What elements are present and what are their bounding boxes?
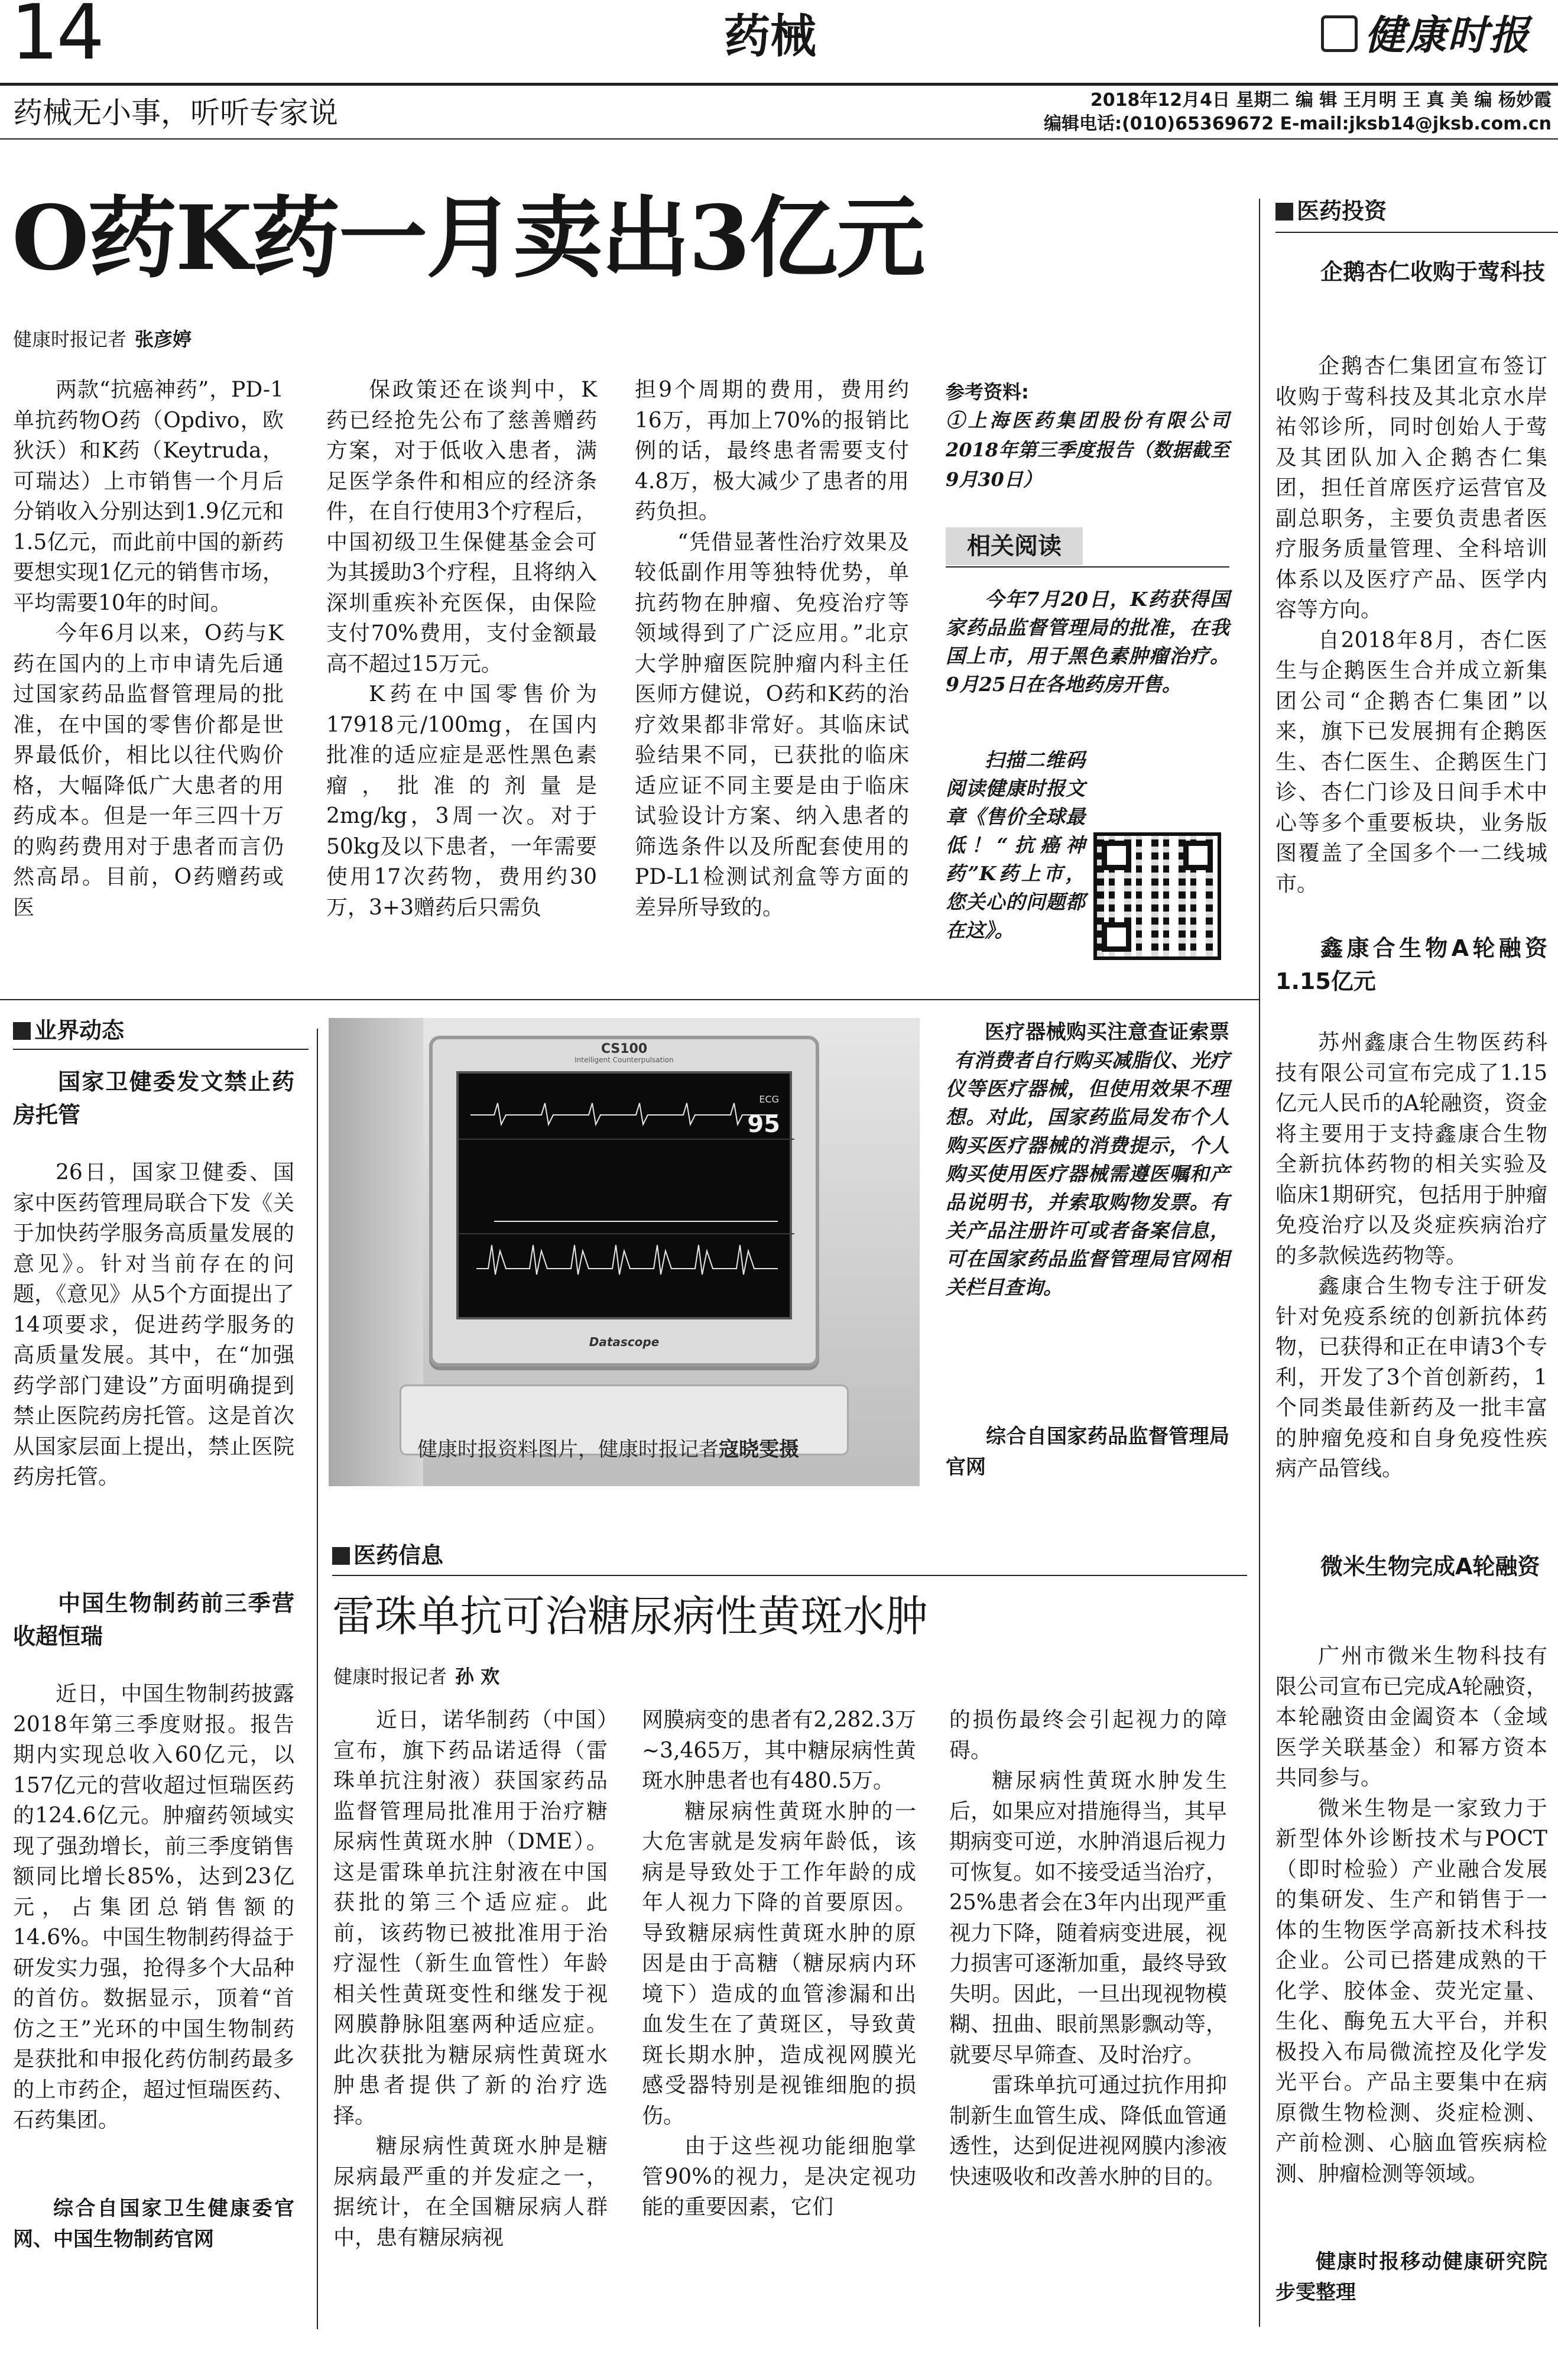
section-square-icon <box>1275 203 1293 221</box>
qr-finder-icon <box>1102 922 1131 952</box>
masthead-rule-lower <box>0 138 1558 140</box>
invest-item2-title: 鑫康合生物A轮融资1.15亿元 <box>1275 935 1547 994</box>
news-photo <box>329 1018 920 1486</box>
lead-column-2 <box>326 375 597 923</box>
byline-name: 孙 欢 <box>455 1665 500 1688</box>
section-rule <box>13 1049 309 1050</box>
logo-text: 健康时报 <box>1365 12 1531 59</box>
lead-column-3 <box>635 375 909 923</box>
masthead-rule <box>0 83 1558 86</box>
paragraph: 由于这些视功能细胞掌管90%的视力，是决定视功能的重要因素，它们 <box>642 2134 916 2219</box>
consumer-alert-title: 医疗器械购买注意查证索票 <box>985 1020 1229 1044</box>
invest-item1-title: 企鹅杏仁收购于莺科技 <box>1320 259 1546 285</box>
invest-item1-body <box>1275 351 1547 899</box>
paragraph: 广州市微米生物科技有限公司宣布已完成A轮融资，本轮融资由金阖资本（金域医学关联基金）和幂方资本共同参与。 <box>1275 1644 1547 1790</box>
section-name: 药械 <box>724 10 817 63</box>
page-number: 14 <box>11 0 102 77</box>
monitor-base-brand: Datascope <box>589 1335 660 1349</box>
slogan: 药械无小事，听听专家说 <box>13 96 338 130</box>
paragraph: 鑫康合生物专注于研发针对免疫系统的创新抗体药物，已获得和正在申请3个专利，开发了3个首创新药，1个同类最佳新药及一批丰富的肿瘤免疫和自身免疫性疾病产品管线。 <box>1275 1274 1547 1481</box>
section-square-icon <box>332 1547 350 1565</box>
reference-box <box>946 378 1229 494</box>
monitor-screen <box>456 1071 792 1319</box>
pharma-column-3 <box>949 1705 1227 2192</box>
qr-finder-icon <box>1102 841 1131 870</box>
paragraph: “凭借显著性治疗效果及较低副作用等独特优势，单抗药物在肿瘤、免疫治疗等领域得到了广泛应用。”北京大学肿瘤医院肿瘤内科主任医师方健说，O药和K药的治疗效果都非常好。其临床试验结果不同，已获批的临床适应证不同主要是由于临床试验设计方案、纳入患者的筛选条件以及所配套使用的PD-L1检测试剂盒等方面的差异所导致的。 <box>635 530 909 920</box>
consumer-alert <box>946 1018 1229 1302</box>
paragraph: 雷珠单抗可通过抗作用抑制新生血管生成、降低血管通透性，达到促进视网膜内渗液快速吸收和改善水肿的目的。 <box>949 2073 1227 2189</box>
edition-date-editors: 2018年12月4日 星期二 编 辑 王月明 王 真 美 编 杨妙霞 <box>1090 90 1551 111</box>
pharma-column-2 <box>642 1705 916 2223</box>
paragraph: 糖尿病性黄斑水肿是糖尿病最严重的并发症之一，据统计，在全国糖尿病人群中，患有糖尿病视 <box>333 2134 608 2250</box>
caption-prefix: 健康时报资料图片，健康时报记者 <box>417 1438 719 1461</box>
paragraph: 糖尿病性黄斑水肿发生后，如果应对措施得当，其早期病变可逆，水肿消退后视力可恢复。如不接受适当治疗，25%患者会在3年内出现严重视力下降，随着病变进展，视力损害可逐渐加重，最终导致失明。因此，一旦出现视物模糊、扭曲、眼前黑影飘动等，就要尽早筛查、及时治疗。 <box>949 1769 1227 2067</box>
section-rule <box>1275 232 1558 233</box>
paragraph: K药在中国零售价为17918元/100mg，在国内批准的适应症是恶性黑色素瘤，批准的剂量是2mg/kg，3周一次。对于50kg及以下患者，一年需要使用17次药物，费用约30万，3+3赠药后只需负 <box>326 682 597 920</box>
edition-info <box>898 89 1551 136</box>
monitor-readout: 95 <box>747 1111 780 1138</box>
paragraph: 企鹅杏仁集团宣布签订收购于莺科技及其北京水岸祐邻诊所，同时创始人于莺及其团队加入企鹅杏仁集团，担任首席医疗运营官及副总职务，主要负责患者医疗服务质量管理、全科培训体系以及医疗产品、医学内容等方向。 <box>1275 354 1547 622</box>
column-divider <box>1259 199 1260 2327</box>
monitor-ecg-label: ECG <box>759 1094 779 1105</box>
monitor-housing <box>429 1036 819 1367</box>
ecg-waveform <box>459 1074 794 1322</box>
related-reading-label: 相关阅读 <box>946 527 1083 565</box>
column-divider <box>317 1029 318 2329</box>
related-reading-body <box>946 585 1229 699</box>
pharma-headline: 雷珠单抗可治糖尿病性黄斑水肿 <box>332 1591 929 1641</box>
lead-headline: O药K药一月卖出3亿元 <box>12 186 924 290</box>
caption-name: 寇晓雯摄 <box>719 1438 799 1461</box>
byline-prefix: 健康时报记者 <box>333 1665 447 1688</box>
industry-item1-title: 国家卫健委发文禁止药房托管 <box>13 1069 294 1128</box>
paragraph: 26日，国家卫健委、国家中医药管理局联合下发《关于加快药学服务高质量发展的意见》。针对当前存在的问题，《意见》从5个方面提出了14项要求，促进药学服务的高质量发展。其中，在“加强药学部门建设”方面明确提到禁止医院药房托管。这是首次从国家层面上提出，禁止医院药房托管。 <box>13 1160 294 1489</box>
qr-finder-icon <box>1183 841 1213 870</box>
related-scan: 扫描二维码阅读健康时报文章《售价全球最低！“抗癌神药”K药上市，您关心的问题都在这》。 <box>946 748 1085 942</box>
byline-name: 张彦婷 <box>135 328 192 351</box>
photo-caption <box>417 1435 914 1464</box>
section-label-text: 医药投资 <box>1297 198 1387 224</box>
paragraph: 近日，中国生物制药披露2018年第三季度财报。报告期内实现总收入60亿元，以157亿元的营收超过恒瑞医药的124.6亿元。肿瘤药领域实现了强劲增长，前三季度销售额同比增长85%，达到23亿元，占集团总销售额的14.6%。中国生物制药得益于研发实力强，抢得多个大品种的首仿。数据显示，顶着“首仿之王”光环的中国生物制药是获批和申报化药仿制药最多的上市药企，超过恒瑞医药、石药集团。 <box>13 1682 294 2132</box>
paragraph: 网膜病变的患者有2,282.3万~3,465万，其中糖尿病性黄斑水肿患者也有480.5万。 <box>642 1708 916 1793</box>
consumer-alert-source: 综合自国家药品监督管理局官网 <box>946 1425 1229 1479</box>
monitor-brand: CS100 <box>601 1042 648 1056</box>
section-label-text: 医药信息 <box>353 1542 444 1568</box>
section-rule <box>332 1575 1247 1576</box>
paragraph: 两款“抗癌神药”，PD-1单抗药物O药（Opdivo，欧狄沃）和K药（Keytruda，可瑞达）上市销售一个月后分销收入分别达到1.9亿元和1.5亿元，而此前中国的新药要想实现1亿元的销售市场，平均需要10年的时间。 <box>13 378 284 615</box>
logo-mark-icon <box>1321 15 1358 52</box>
consumer-alert-body: 有消费者自行购买减脂仪、光疗仪等医疗器械，但使用效果不理想。对此，国家药监局发布个人购买医疗器械的消费提示，个人购买使用医疗器械需遵医嘱和产品说明书，并索取购物发票。有关产品注册许可或者备案信息，可在国家药品监督管理局官网相关栏目查询。 <box>946 1049 1229 1299</box>
industry-item1-body <box>13 1157 294 1493</box>
reference-body: ①上海医药集团股份有限公司2018年第三季度报告（数据截至9月30日） <box>946 409 1229 491</box>
paragraph: 的损伤最终会引起视力的障碍。 <box>949 1708 1227 1763</box>
paragraph: 苏州鑫康合生物医药科技有限公司宣布完成了1.15亿元人民币的A轮融资，资金将主要用于支持鑫康合生物全新抗体药物的相关实验及临床1期研究，包括用于肿瘤免疫治疗以及炎症疾病治疗的多款候选药物等。 <box>1275 1030 1547 1268</box>
paragraph: 微米生物是一家致力于新型体外诊断技术与POCT（即时检验）产业融合发展的集研发、生产和销售于一体的生物医学高新技术科技企业。公司已搭建成熟的干化学、胶体金、荧光定量、生化、酶免五大平台，并积极投入布局微流控及化学发光平台。产品主要集中在病原微生物检测、炎症检测、产前检测、心脑血管疾病检测、肿瘤检测等领域。 <box>1275 1796 1547 2186</box>
pharma-column-1 <box>333 1705 608 2253</box>
masthead-logo <box>1321 11 1554 64</box>
pharma-byline <box>333 1664 499 1690</box>
invest-item3-body <box>1275 1641 1547 2189</box>
invest-item3-title: 微米生物完成A轮融资 <box>1320 1554 1540 1580</box>
related-scan-text <box>946 746 1085 945</box>
paragraph: 担9个周期的费用，费用约16万，再加上70%的报销比例的话，最终患者需要支付4.8万，极大减少了患者的用药负担。 <box>635 378 909 524</box>
edition-contact: 编辑电话:(010)65369672 E-mail:jksb14@jksb.com.cn <box>1044 114 1551 134</box>
lead-byline <box>13 326 191 352</box>
related-rule <box>946 566 1229 568</box>
lead-bottom-rule <box>0 999 1259 1000</box>
paragraph: 糖尿病性黄斑水肿的一大危害就是发病年龄低，该病是导致处于工作年龄的成年人视力下降的首要原因。导致糖尿病性黄斑水肿的原因是由于高糖（糖尿病内环境下）造成的血管渗漏和出血发生在了黄斑区，导致黄斑长期水肿，造成视网膜光感受器特别是视锥细胞的损伤。 <box>642 1799 916 2128</box>
lead-column-1 <box>13 375 284 923</box>
paragraph: 今年6月以来，O药与K药在国内的上市申请先后通过国家药品监督管理局的批准，在中国的零售价都是世界最低价，相比以往代购价格，大幅降低广大患者的用药成本。但是一年三四十万的购药费用对于患者而言仍然高昂。目前，O药赠药或医 <box>13 621 284 920</box>
pharma-section-label <box>332 1539 443 1571</box>
section-square-icon <box>13 1022 31 1040</box>
invest-item2-body <box>1275 1027 1547 1484</box>
paragraph: 自2018年8月，杏仁医生与企鹅医生合并成立新集团公司“企鹅杏仁集团”以来，旗下已发展拥有企鹅医生、杏仁医生、企鹅医生门诊、杏仁门诊及日间手术中心等多个重要板块，业务版图覆盖了全国多个一二线城市。 <box>1275 628 1547 896</box>
industry-section-label <box>13 1014 124 1046</box>
byline-prefix: 健康时报记者 <box>13 328 127 351</box>
paragraph: 保政策还在谈判中，K药已经抢先公布了慈善赠药方案，对于低收入患者，满足医学条件和相应的经济条件，在自行使用3个疗程后，中国初级卫生保健基金会可为其援助3个疗程，且将纳入深圳重疾补充医保，由保险支付70%费用，支付金额最高不超过15万元。 <box>326 378 597 676</box>
related-body: 今年7月20日，K药获得国家药品监督管理局的批准，在我国上市，用于黑色素肿瘤治疗。9月25日在各地药房开售。 <box>946 588 1229 696</box>
industry-item2-title: 中国生物制药前三季营收超恒瑞 <box>13 1590 294 1649</box>
consumer-alert-text <box>946 1018 1229 1302</box>
industry-source: 综合自国家卫生健康委官网、中国生物制药官网 <box>13 2197 294 2251</box>
industry-item2-body <box>13 1679 294 2136</box>
qr-code[interactable] <box>1093 832 1221 960</box>
monitor-subbrand: Intelligent Counterpulsation <box>574 1056 674 1064</box>
invest-section-label <box>1275 195 1387 227</box>
invest-source: 健康时报移动健康研究院步雯整理 <box>1275 2250 1547 2304</box>
paragraph: 近日，诺华制药（中国）宣布，旗下药品诺适得（雷珠单抗注射液）获国家药品监督管理局批准用于治疗糖尿病性黄斑水肿（DME）。这是雷珠单抗注射液在中国获批的第三个适应症。此前，该药物已被批准用于治疗湿性（新生血管性）年龄相关性黄斑变性和继发于视网膜静脉阻塞两种适应症。此次获批为糖尿病性黄斑水肿患者提供了新的治疗选择。 <box>333 1708 608 2128</box>
section-label-text: 业界动态 <box>34 1017 125 1043</box>
reference-title: 参考资料: <box>946 381 1029 403</box>
